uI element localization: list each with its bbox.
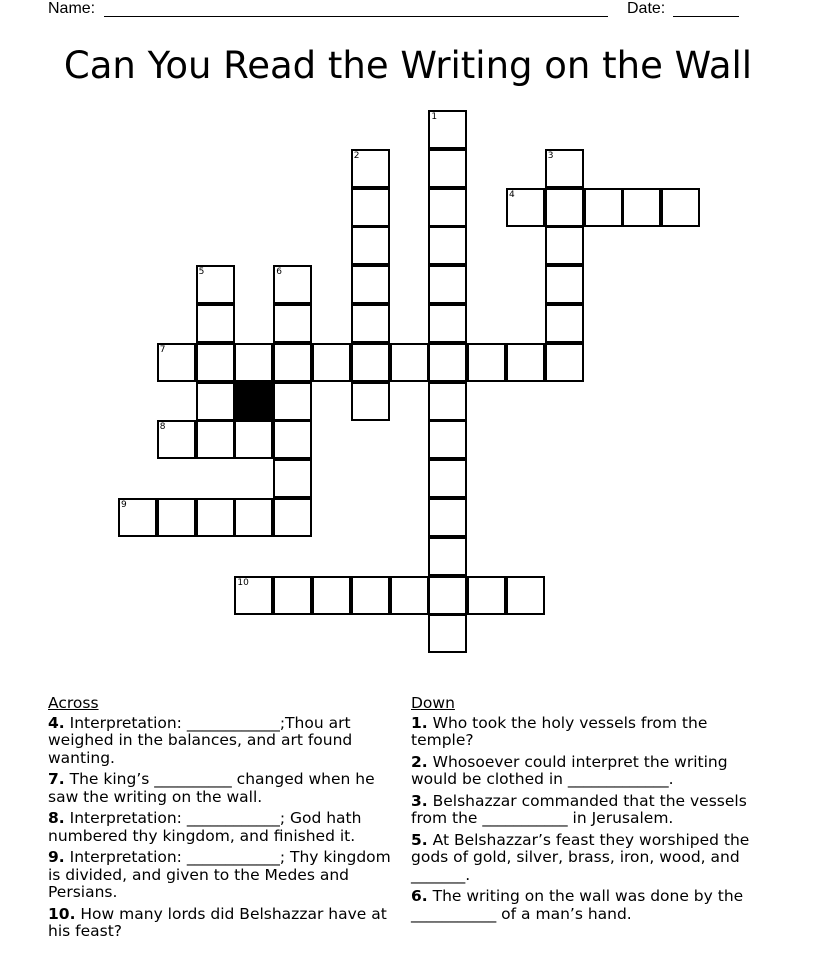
crossword-cell[interactable] bbox=[390, 576, 429, 615]
crossword-cell[interactable] bbox=[196, 382, 235, 421]
crossword-cell[interactable] bbox=[118, 498, 157, 537]
clue-number-label: 7 bbox=[159, 344, 166, 355]
across-clue-7 bbox=[48, 771, 398, 806]
crossword-cell[interactable] bbox=[351, 576, 390, 615]
across-clues bbox=[48, 695, 398, 945]
crossword-cell[interactable] bbox=[467, 576, 506, 615]
crossword-cell[interactable] bbox=[506, 343, 545, 382]
crossword-cell[interactable] bbox=[273, 343, 312, 382]
clue-number: 8. bbox=[48, 809, 65, 827]
crossword-cell[interactable] bbox=[273, 420, 312, 459]
crossword-cell[interactable] bbox=[428, 343, 467, 382]
crossword-cell[interactable] bbox=[196, 498, 235, 537]
across-clue-4 bbox=[48, 715, 398, 768]
clue-number-label: 8 bbox=[159, 422, 166, 433]
clue-number: 3. bbox=[411, 791, 428, 810]
clue-text: Belshazzar commanded that the vessels from the ___________ in Jerusalem. bbox=[411, 791, 747, 827]
clue-number: 1. bbox=[411, 713, 428, 732]
crossword-cell[interactable] bbox=[273, 576, 312, 615]
crossword-cell[interactable] bbox=[273, 498, 312, 537]
crossword-cell[interactable] bbox=[196, 304, 235, 343]
page-title: Can You Read the Writing on the Wall bbox=[63, 44, 753, 87]
crossword-cell[interactable] bbox=[234, 420, 273, 459]
clue-number: 5. bbox=[411, 830, 428, 849]
name-label: Name: bbox=[48, 0, 96, 17]
crossword-cell[interactable] bbox=[312, 343, 351, 382]
crossword-cell[interactable] bbox=[545, 149, 584, 188]
clue-text: Who took the holy vessels from the temple? bbox=[411, 713, 708, 749]
clue-number-label: 10 bbox=[237, 577, 249, 588]
clue-number-label: 3 bbox=[547, 150, 554, 161]
crossword-cell[interactable] bbox=[351, 149, 390, 188]
crossword-cell[interactable] bbox=[428, 576, 467, 615]
across-clue-8 bbox=[48, 810, 398, 845]
down-heading: Down bbox=[411, 694, 455, 712]
clue-number-label: 2 bbox=[353, 150, 360, 161]
crossword-cell[interactable] bbox=[428, 149, 467, 188]
clue-number: 7. bbox=[48, 770, 65, 788]
crossword-cell[interactable] bbox=[273, 459, 312, 498]
clue-number-label: 9 bbox=[121, 500, 127, 510]
crossword-cell[interactable] bbox=[545, 304, 584, 343]
clue-text: The writing on the wall was done by the ___________ of a man’s hand. bbox=[411, 887, 744, 923]
date-field[interactable] bbox=[673, 16, 739, 17]
clue-text: Interpretation: ____________; Thy kingdom is divided, and given to the Medes and Persians. bbox=[48, 848, 391, 901]
crossword-cell[interactable] bbox=[351, 265, 390, 304]
down-clue-6 bbox=[411, 888, 756, 923]
crossword-cell[interactable] bbox=[234, 498, 273, 537]
crossword-cell[interactable] bbox=[390, 343, 429, 382]
crossword-cell[interactable] bbox=[545, 188, 584, 227]
down-clue-2 bbox=[411, 754, 756, 789]
crossword-cell[interactable] bbox=[428, 188, 467, 227]
clue-number-label: 5 bbox=[198, 267, 205, 278]
clue-number: 6. bbox=[411, 887, 428, 905]
down-clue-1 bbox=[411, 715, 756, 750]
crossword-cell[interactable] bbox=[467, 343, 506, 382]
crossword-cell[interactable] bbox=[273, 304, 312, 343]
crossword-cell[interactable] bbox=[545, 265, 584, 304]
crossword-cell[interactable] bbox=[428, 382, 467, 421]
crossword-cell[interactable] bbox=[312, 576, 351, 615]
crossword-cell[interactable] bbox=[196, 420, 235, 459]
crossword-cell[interactable] bbox=[351, 343, 390, 382]
across-heading: Across bbox=[48, 694, 99, 712]
crossword-cell[interactable] bbox=[351, 304, 390, 343]
crossword-cell[interactable] bbox=[157, 343, 196, 382]
clue-number-label: 6 bbox=[276, 267, 282, 278]
crossword-cell[interactable] bbox=[351, 382, 390, 421]
crossword-cell[interactable] bbox=[428, 226, 467, 265]
crossword-cell[interactable] bbox=[428, 110, 467, 149]
clue-number: 9. bbox=[48, 848, 65, 866]
clue-text: The king’s __________ changed when he saw the writing on the wall. bbox=[48, 770, 375, 806]
crossword-cell[interactable] bbox=[273, 265, 312, 304]
crossword-cell[interactable] bbox=[234, 576, 273, 615]
crossword-cell[interactable] bbox=[506, 188, 545, 227]
crossword-cell[interactable] bbox=[273, 382, 312, 421]
crossword-cell[interactable] bbox=[428, 420, 467, 459]
down-clue-3 bbox=[411, 793, 756, 828]
clue-text: At Belshazzar’s feast they worshiped the gods of gold, silver, brass, iron, wood, and _______. bbox=[411, 830, 750, 884]
crossword-cell[interactable] bbox=[196, 265, 235, 304]
date-label: Date: bbox=[627, 0, 666, 17]
crossword-cell[interactable] bbox=[428, 614, 467, 653]
crossword-cell[interactable] bbox=[584, 188, 623, 227]
crossword-cell[interactable] bbox=[622, 188, 661, 227]
crossword-cell[interactable] bbox=[428, 265, 467, 304]
crossword-cell[interactable] bbox=[157, 498, 196, 537]
clue-number: 2. bbox=[411, 752, 428, 771]
clue-number: 4. bbox=[48, 713, 65, 732]
crossword-cell[interactable] bbox=[428, 537, 467, 576]
crossword-cell[interactable] bbox=[506, 576, 545, 615]
crossword-cell[interactable] bbox=[545, 343, 584, 382]
black-cell bbox=[234, 382, 273, 421]
across-clue-9 bbox=[48, 849, 398, 902]
crossword-cell[interactable] bbox=[545, 226, 584, 265]
crossword-cell[interactable] bbox=[428, 304, 467, 343]
crossword-cell[interactable] bbox=[157, 420, 196, 459]
clue-number-label: 1 bbox=[431, 112, 438, 122]
crossword-cell[interactable] bbox=[428, 498, 467, 537]
down-clues bbox=[411, 695, 756, 927]
crossword-cell[interactable] bbox=[196, 343, 235, 382]
crossword-cell[interactable] bbox=[351, 226, 390, 265]
down-clue-5 bbox=[411, 832, 756, 885]
crossword-cell[interactable] bbox=[428, 459, 467, 498]
clue-number-label: 4 bbox=[509, 189, 515, 200]
crossword-cell[interactable] bbox=[661, 188, 700, 227]
crossword-cell[interactable] bbox=[234, 343, 273, 382]
clue-text: Interpretation: ____________;Thou art weighed in the balances, and art found wanting. bbox=[48, 713, 353, 767]
clue-number: 10. bbox=[48, 904, 76, 923]
clue-text: Interpretation: ____________; God hath numbered thy kingdom, and finished it. bbox=[48, 809, 362, 845]
clue-text: How many lords did Belshazzar have at his feast? bbox=[48, 904, 387, 940]
crossword-cell[interactable] bbox=[351, 188, 390, 227]
name-field[interactable] bbox=[104, 16, 608, 17]
across-clue-10 bbox=[48, 906, 398, 941]
clue-text: Whosoever could interpret the writing would be clothed in _____________. bbox=[411, 752, 728, 788]
